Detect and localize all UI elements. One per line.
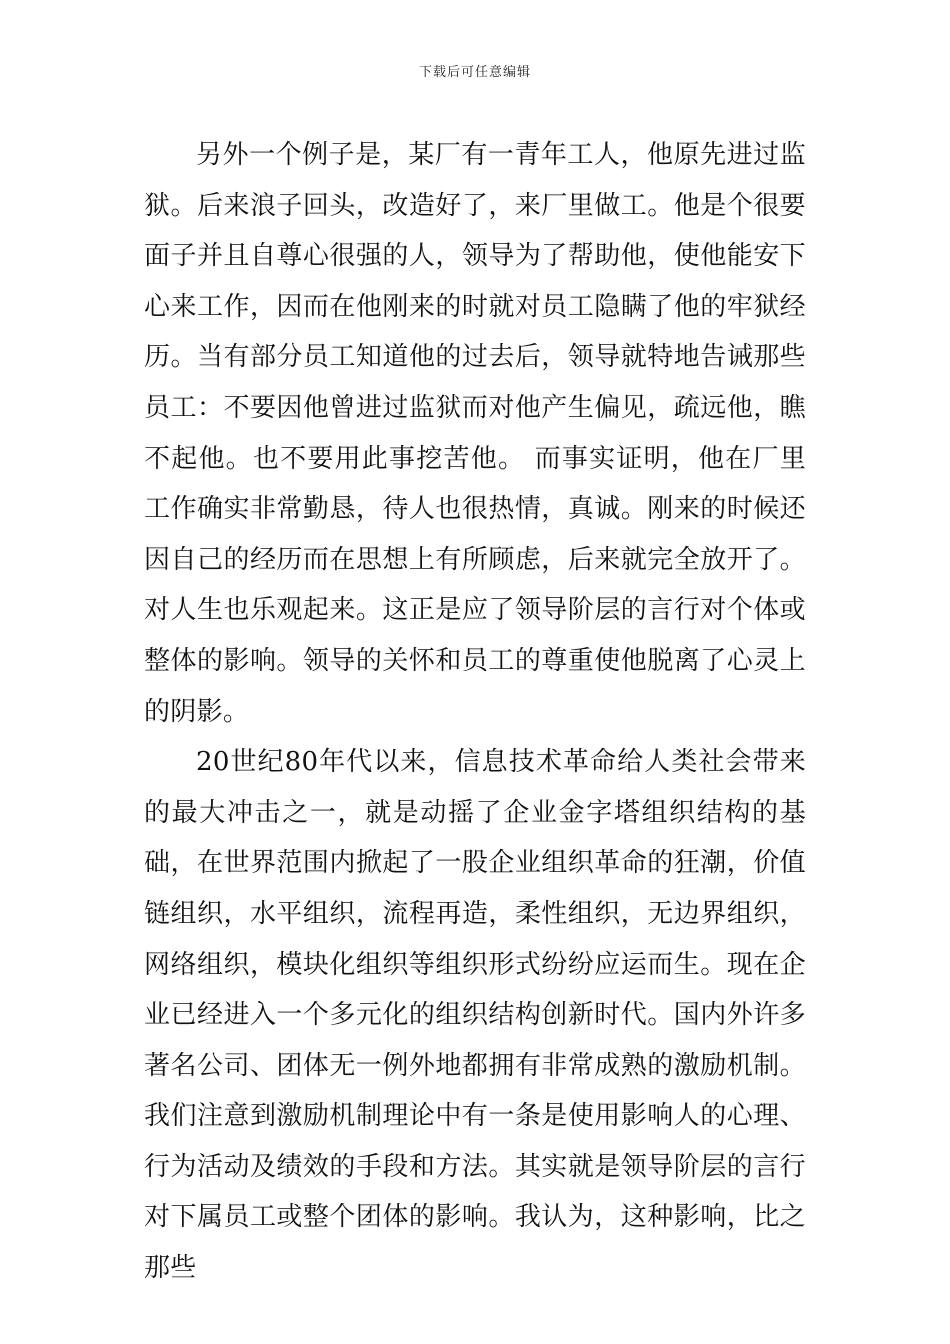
paragraph-example-worker: 另外一个例子是，某厂有一青年工人，他原先进过监狱。后来浪子回头，改造好了，来厂里做工。他是个很要面子并且自尊心很强的人，领导为了帮助他，使他能安下心来工作，因而在他刚来的时就对员工隐瞒了他的牢狱经历。当有部分员工知道他的过去后，领导就特地告诫那些员工：不要因他曾进过监狱而对他产生偏见，疏远他，瞧不起他。也不要用此事挖苦他。 而事实证明，他在厂里工作确实非常勤恳，待人也很热情，真诚。刚来的时候还因自己的经历而在思想上有所顾虑，后来就完全放开了。对人生也乐观起来。这正是应了领导阶层的言行对个体或整体的影响。领导的关怀和员工的尊重使他脱离了心灵上的阴影。 [144,140,806,727]
document-body [144,130,806,1294]
paragraph-information-revolution: 20世纪80年代以来，信息技术革命给人类社会带来的最大冲击之一，就是动摇了企业金字塔组织结构的基础，在世界范围内掀起了一股企业组织革命的狂潮，价值链组织，水平组织，流程再造，柔性组织，无边界组织，网络组织，模块化组织等组织形式纷纷应运而生。现在企业已经进入一个多元化的组织结构创新时代。国内外许多著名公司、团体无一例外地都拥有非常成熟的激励机制。我们注意到激励机制理论中有一条是使用影响人的心理、行为活动及绩效的手段和方法。其实就是领导阶层的言行对下属员工或整个团体的影响。我认为，这种影响，比之那些 [144,747,806,1284]
page-header: 下载后可任意编辑 [418,65,531,80]
